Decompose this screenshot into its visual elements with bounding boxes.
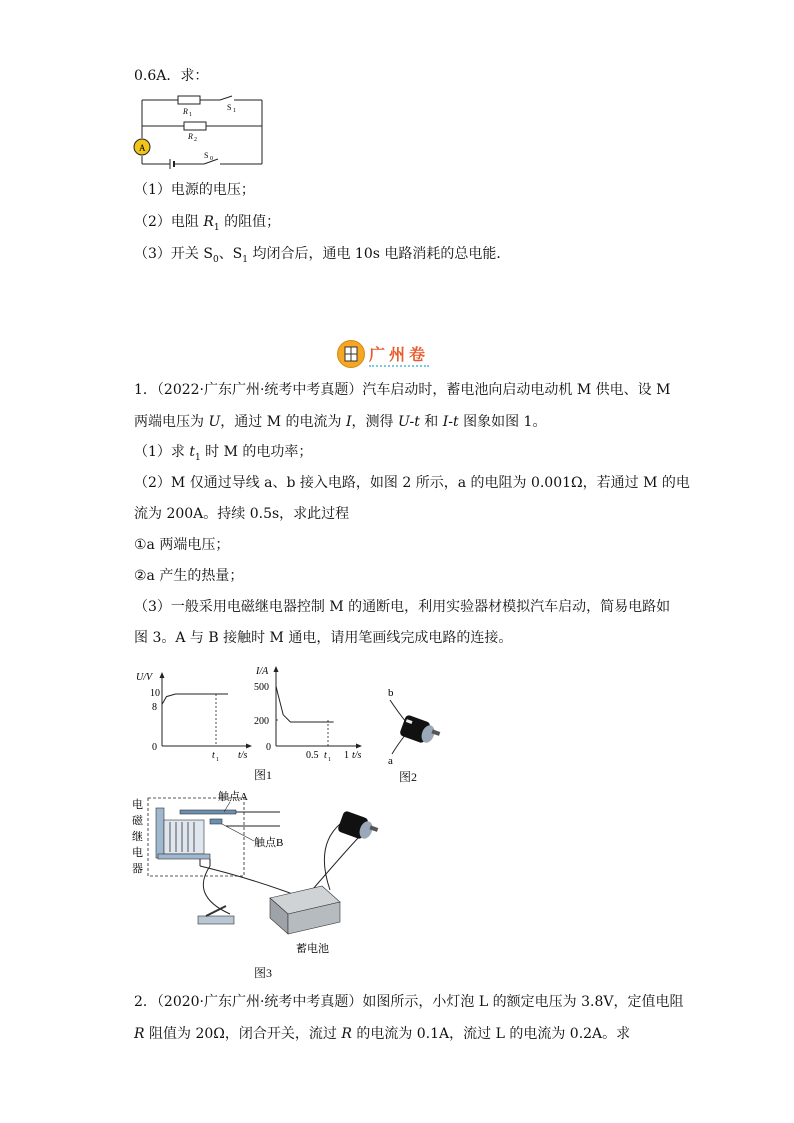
contact-a-label: 触点A bbox=[218, 791, 248, 803]
s1-label: S bbox=[227, 103, 232, 112]
problem1-q1: （1）求 $t_1$ 时 M 的电功率； bbox=[134, 444, 313, 463]
motor-svg bbox=[376, 682, 446, 772]
figure2-motor bbox=[376, 682, 446, 776]
contact-b-pointer bbox=[222, 824, 254, 841]
circuit-svg bbox=[132, 90, 272, 170]
figure1-graphs bbox=[130, 664, 370, 768]
ammeter-label: A bbox=[139, 143, 146, 153]
it-xlabel: t/s bbox=[352, 750, 362, 761]
r2-label: R bbox=[188, 132, 193, 141]
ut-x-arrow-icon bbox=[246, 744, 252, 749]
figure3-caption: 图3 bbox=[254, 966, 273, 980]
intro-text: 0.6A．求： bbox=[134, 68, 209, 84]
ut-tick-t: t bbox=[212, 750, 215, 761]
relay-char-1: 电 bbox=[132, 799, 143, 811]
it-tick-t-sub: 1 bbox=[328, 757, 331, 763]
ut-tick-10: 10 bbox=[150, 688, 160, 699]
figure1-caption: 图1 bbox=[254, 768, 273, 782]
problem1-q2-line2: 流为 200A。持续 0.5s，求此过程 bbox=[134, 506, 350, 522]
figure2-caption: 图2 bbox=[399, 770, 418, 784]
relay-icon bbox=[156, 808, 236, 859]
s0-label: S bbox=[204, 151, 209, 160]
ut-tick-0: 0 bbox=[152, 742, 157, 753]
it-tick-t: t bbox=[324, 750, 327, 761]
relay-char-2: 磁 bbox=[132, 815, 143, 827]
problem1-q2-sub2: ②a 产生的热量； bbox=[134, 568, 244, 584]
it-tick-05: 0.5 bbox=[306, 750, 319, 761]
it-series-line bbox=[276, 686, 334, 722]
figure3-svg bbox=[130, 786, 400, 966]
it-tick-1: 1 bbox=[344, 750, 349, 761]
it-tick-0: 0 bbox=[266, 742, 271, 753]
r1-sub: 1 bbox=[189, 112, 192, 118]
problem1-q2-sub1: ①a 两端电压； bbox=[134, 537, 230, 553]
badge-title: 广州卷 bbox=[369, 342, 429, 367]
book-icon bbox=[337, 340, 365, 368]
it-ylabel: I/A bbox=[256, 666, 269, 677]
problem1-line2: 两端电压为 U，通过 M 的电流为 I，测得 U-t 和 I-t 图象如图 1。 bbox=[134, 414, 547, 430]
problem1-q3-line1: （3）一般采用电磁继电器控制 M 的通断电，利用实验器材模拟汽车启动，简易电路如 bbox=[134, 599, 671, 615]
question-2: （2）电阻 $R_1$ 的阻值； bbox=[134, 214, 281, 233]
switch-icon[interactable] bbox=[198, 906, 234, 924]
section-badge bbox=[337, 340, 429, 368]
it-x-arrow-icon bbox=[356, 744, 362, 749]
wire-a bbox=[392, 734, 406, 754]
contact-b-label: 触点B bbox=[254, 837, 284, 849]
problem1-line1: 1．（2022·广东广州·统考中考真题）汽车启动时，蓄电池向启动电动机 M 供电、设 M bbox=[134, 382, 671, 398]
r1-label: R bbox=[183, 107, 188, 116]
ut-series-line bbox=[162, 694, 228, 704]
it-y-arrow-icon bbox=[274, 666, 279, 672]
relay-char-4: 电 bbox=[132, 847, 143, 859]
it-tick-200: 200 bbox=[254, 716, 269, 727]
figure3-relay bbox=[130, 786, 400, 970]
battery-icon bbox=[270, 886, 340, 934]
motor-icon bbox=[399, 714, 440, 744]
problem2-line2: R 阻值为 20Ω，闭合开关，流过 R 的电流为 0.1A，流过 L 的电流为 0.2A。求 bbox=[134, 1026, 631, 1042]
question-1: （1）电源的电压； bbox=[134, 182, 255, 198]
question-3: （3）开关 $S_0$、$S_1$ 均闭合后，通电 10s 电路消耗的总电能． bbox=[134, 246, 511, 265]
ut-tick-t-sub: 1 bbox=[216, 757, 219, 763]
figure1-svg bbox=[130, 664, 370, 764]
relay-char-3: 继 bbox=[132, 831, 143, 843]
s1-sub: 1 bbox=[233, 108, 236, 114]
ut-y-arrow-icon bbox=[160, 672, 165, 678]
motor-icon bbox=[337, 810, 378, 840]
wire-b-label: b bbox=[388, 687, 394, 699]
relay-char-5: 器 bbox=[132, 863, 143, 875]
problem2-line1: 2．（2020·广东广州·统考中考真题）如图所示，小灯泡 L 的额定电压为 3.8V，定值电阻 bbox=[134, 994, 684, 1010]
ut-ylabel: U/V bbox=[136, 672, 153, 683]
wire-b bbox=[390, 700, 406, 722]
circuit-diagram-top bbox=[132, 90, 272, 174]
r2-sub: 2 bbox=[194, 137, 197, 143]
battery-label: 蓄电池 bbox=[296, 943, 329, 955]
problem1-q2-line1: （2）M 仅通过导线 a、b 接入电路，如图 2 所示，a 的电阻为 0.001Ω，若通过 M 的电 bbox=[134, 475, 690, 491]
ut-xlabel: t/s bbox=[238, 750, 248, 761]
problem1-q3-line2: 图 3。A 与 B 接触时 M 通电，请用笔画线完成电路的连接。 bbox=[134, 630, 513, 646]
wire-a-label: a bbox=[388, 755, 393, 767]
s0-sub: 0 bbox=[210, 156, 213, 162]
ut-tick-8: 8 bbox=[152, 702, 157, 713]
it-tick-500: 500 bbox=[254, 682, 269, 693]
